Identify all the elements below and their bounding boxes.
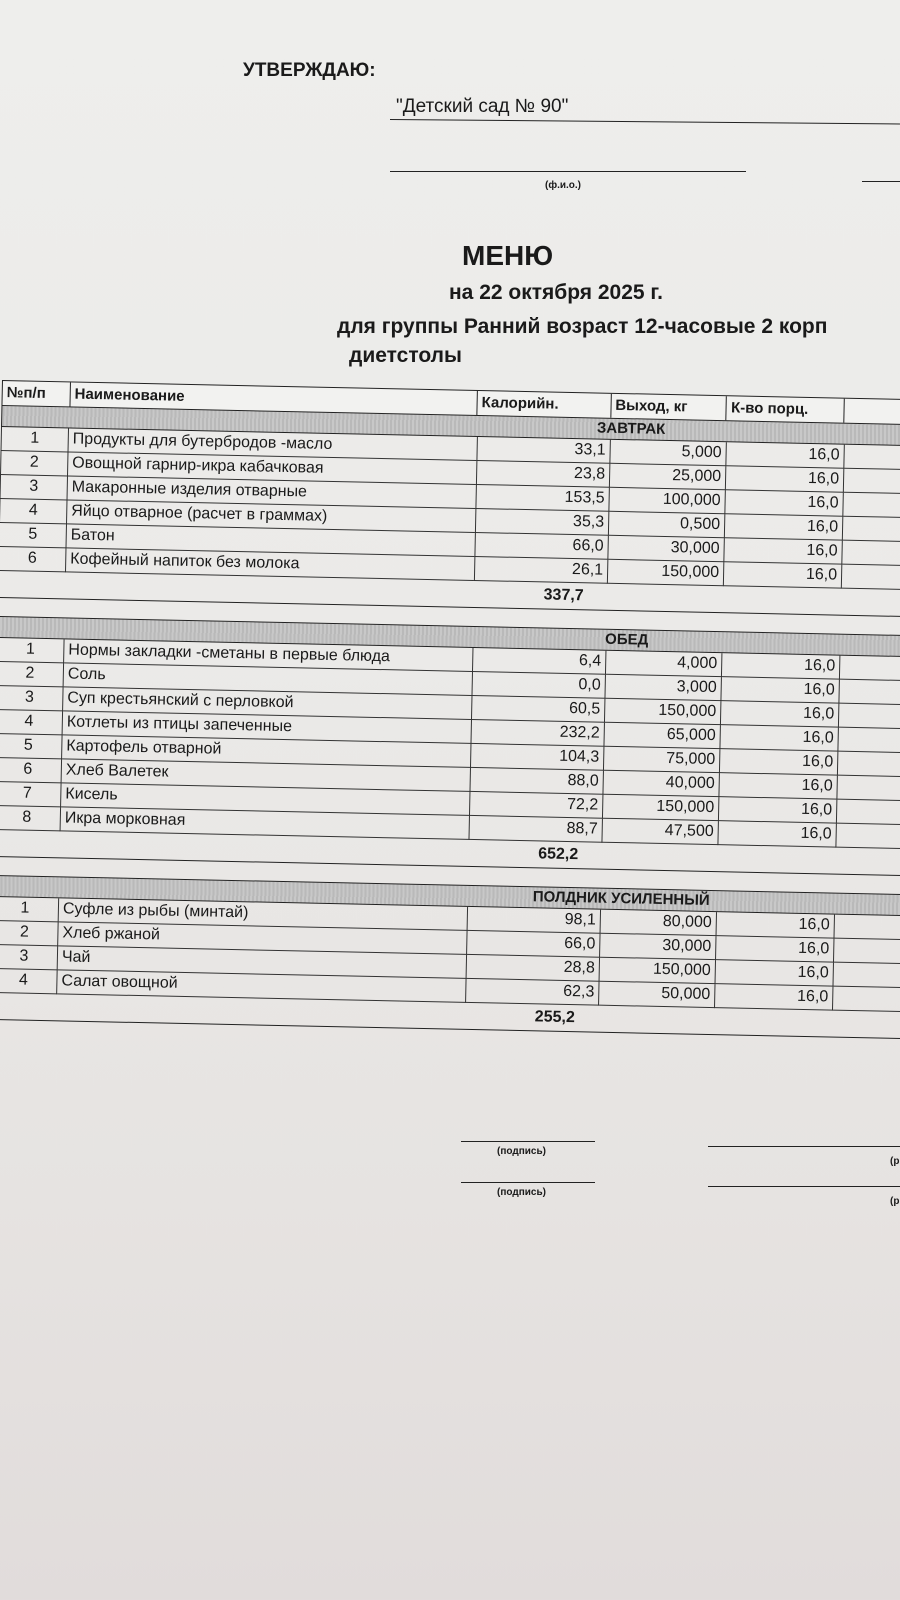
section-lunch: [0, 616, 900, 876]
table-row: 4 Яйцо отварное (расчет в граммах) 35,3 0,500 16,0: [0, 499, 900, 543]
table-row: 4 Котлеты из птицы запеченные 232,2 65,000 16,0: [0, 710, 900, 754]
section-total: 652,2: [538, 845, 579, 864]
col-output: Выход, кг: [611, 394, 727, 420]
menu-title: МЕНЮ: [462, 240, 554, 271]
table-row: 4 Салат овощной 62,3 50,000 16,0: [0, 969, 900, 1013]
table-row: 8 Икра морковная 88,7 47,500 16,0: [0, 806, 900, 850]
fio-line-right: [862, 181, 900, 182]
col-extra: [845, 399, 900, 425]
table-row: 6 Хлеб Валетек 88,0 40,000 16,0: [0, 758, 900, 802]
signature-label-2: (подпись): [497, 1187, 546, 1198]
menu-table: [0, 380, 900, 1057]
menu-date: на 22 октября 2025 г.: [449, 281, 663, 304]
table-row: 1 Нормы закладки -сметаны в первые блюда 6,4 4,000 16,0: [0, 638, 900, 682]
signature-line-right-1: [708, 1146, 900, 1147]
table-row: 1 Продукты для бутербродов -масло 33,1 5,000 16,0: [1, 427, 900, 471]
col-portions: К-во порц.: [727, 396, 845, 422]
table-row: 6 Кофейный напиток без молока 26,1 150,000 16,0: [0, 547, 900, 591]
col-name: Наименование: [70, 382, 478, 415]
menu-diet: диетстолы: [349, 344, 462, 367]
col-num: №п/п: [2, 381, 70, 406]
section-total: 337,7: [543, 586, 584, 605]
table-row: 3 Чай 28,8 150,000 16,0: [0, 945, 900, 989]
section-title: ПОЛДНИК УСИЛЕННЫЙ: [0, 875, 900, 917]
section-total: 255,2: [534, 1008, 575, 1027]
table-row: 2 Овощной гарнир-икра кабачковая 23,8 25,000 16,0: [0, 451, 900, 495]
fio-line: [390, 171, 746, 172]
section-title: ЗАВТРАК: [1, 405, 900, 447]
table-row: 3 Макаронные изделия отварные 153,5 100,000 16,0: [0, 475, 900, 519]
signature-line-2: [461, 1182, 595, 1183]
col-calories: Калорийн.: [477, 391, 611, 418]
fio-label: (ф.и.о.): [545, 180, 582, 191]
menu-group: для группы Ранний возраст 12-часовые 2 корп: [337, 315, 828, 338]
table-row: 1 Суфле из рыбы (минтай) 98,1 80,000 16,0: [0, 897, 900, 941]
table-row: 2 Хлеб ржаной 66,0 30,000 16,0: [0, 921, 900, 965]
table-row: 7 Кисель 72,2 150,000 16,0: [0, 782, 900, 826]
signature-line-right-2: [708, 1186, 900, 1187]
table-row: 5 Картофель отварной 104,3 75,000 16,0: [0, 734, 900, 778]
signature-cut-label-2: (р: [890, 1196, 900, 1207]
table-row: 3 Суп крестьянский с перловкой 60,5 150,000 16,0: [0, 686, 900, 730]
signature-line-1: [461, 1141, 595, 1142]
section-snack: [0, 875, 900, 1039]
organization-line: [390, 119, 900, 124]
section-breakfast: [0, 405, 900, 617]
table-row: 5 Батон 66,0 30,000 16,0: [0, 523, 900, 567]
section-title: ОБЕД: [0, 616, 900, 658]
signature-label-1: (подпись): [497, 1146, 546, 1157]
organization-name: "Детский сад № 90": [396, 96, 569, 117]
signature-cut-label-1: (р: [890, 1156, 900, 1167]
table-row: 2 Соль 0,0 3,000 16,0: [0, 662, 900, 706]
approve-label: УТВЕРЖДАЮ:: [243, 60, 376, 81]
